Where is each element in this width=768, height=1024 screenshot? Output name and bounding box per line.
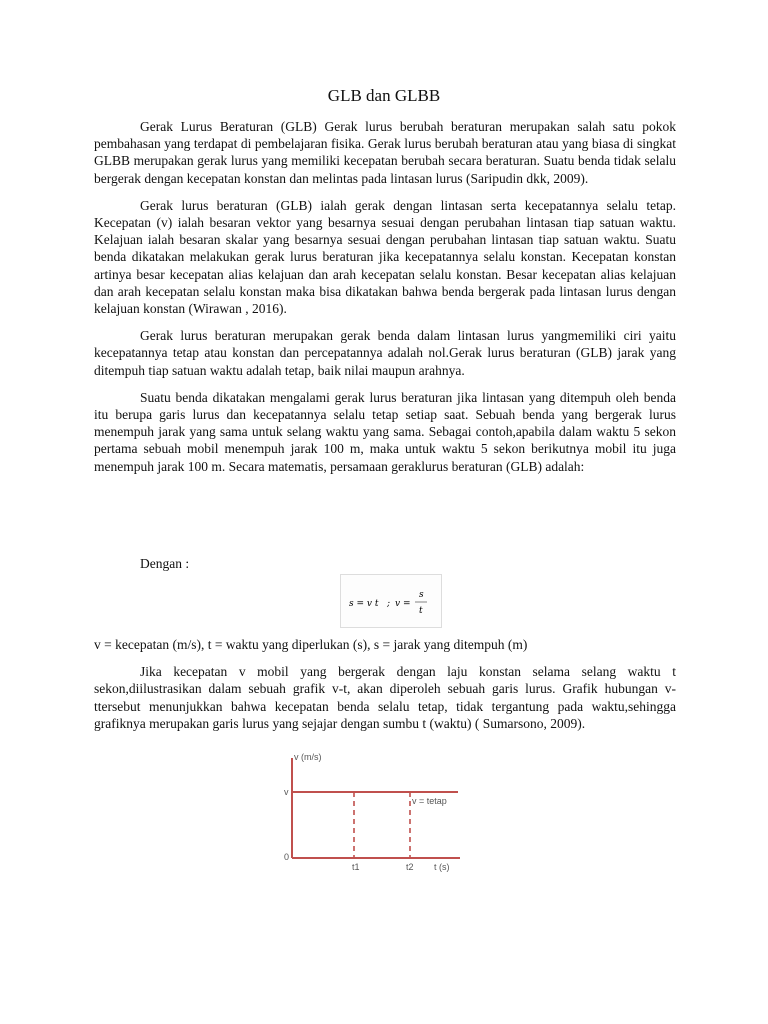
body-text-lower: [94, 636, 676, 742]
paragraph-5: Jika kecepatan v mobil yang bergerak dengan laju konstan selama selang waktu t sekon,diilustrasikan dalam sebuah grafik v-t, akan diperoleh sebuah garis lurus. Grafik hubungan v-ttersebut menunjukkan bahwa kecepatan benda selalu tetap, tidak tergantung pada waktu,sehingga grafiknya merupakan garis lurus yang sejajar dengan sumbu t (waktu) ( Sumarsono, 2009).: [94, 664, 676, 731]
formula-section: [94, 556, 676, 630]
variables-line: v = kecepatan (m/s), t = waktu yang diperlukan (s), s = jarak yang ditempuh (m): [94, 637, 528, 652]
formula-numerator: s: [419, 590, 424, 600]
paragraph-2: Gerak lurus beraturan (GLB) ialah gerak dengan lintasan serta kecepatannya selalu tetap. Kecepatan (v) ialah besaran vektor yang besarnya sesuai dengan perubahan lintasan tiap satuan waktu. Kelajuan ialah besaran skalar yang besarnya sesuai dengan perubahan lintasan tiap satuan waktu. Suatu benda dikatakan melakukan gerak lurus beraturan jika kecepatannya selalu konstan. Kecepatan konstan artinya besar kecepatan alias kelajuan dan arah kecepatan selalu konstan. Besar kecepatan alias kelajuan dan arah kecepatan selalu konstan maka bisa dikatakan bahwa benda bergerak pada lintasan lurus dengan kelajuan konstan (Wirawan , 2016).: [94, 197, 676, 317]
velocity-time-graph: [248, 748, 468, 876]
v-label: v: [284, 787, 289, 797]
line-label: v = tetap: [412, 796, 447, 806]
y-axis-label: v (m/s): [294, 752, 322, 762]
x-axis-label: t (s): [434, 862, 450, 872]
formula-image: [340, 574, 442, 628]
formula-denominator: t: [419, 606, 423, 616]
paragraph-3: Gerak lurus beraturan merupakan gerak benda dalam lintasan lurus yangmemiliki ciri yaitu kecepatannya tetap atau konstan dan percepatannya adalah nol.Gerak lurus beraturan (GLB) jarak yang ditempuh tiap satuan waktu adalah tetap, baik nilai maupun arahnya.: [94, 328, 676, 378]
origin-label: 0: [284, 852, 290, 862]
t1-label: t1: [352, 862, 360, 872]
formula-s-eq: s = v t: [349, 599, 379, 609]
body-text: [94, 118, 676, 485]
formula-v-eq: v =: [395, 599, 411, 609]
paragraph-4: Suatu benda dikatakan mengalami gerak lurus beraturan jika lintasan yang ditempuh oleh benda itu berupa garis lurus dan kecepatannya selalu tetap setiap saat. Sebuah benda yang bergerak lurus menempuh jarak yang sama untuk selang waktu yang sama. Sebagai contoh,apabila dalam waktu 5 sekon pertama sebuah mobil menempuh jarak 100 m, maka untuk waktu 5 sekon berikutnya mobil itu juga menempuh jarak 100 m. Secara matematis, persamaan geraklurus beraturan (GLB) adalah:: [94, 389, 676, 474]
graph-svg: [248, 748, 468, 876]
paragraph-1: Gerak Lurus Beraturan (GLB) Gerak lurus berubah beraturan merupakan salah satu pokok pembahasan yang terdapat di pembelajaran fisika. Gerak lurus berubah beraturan atau yang biasa di singkat GLBB merupakan gerak lurus yang memiliki kecepatan berubah secara beraturan. Suatu benda tidak selalu bergerak dengan kecepatan konstan dan melintas pada lintasan lurus (Saripudin dkk, 2009).: [94, 119, 676, 186]
dengan-label: Dengan :: [140, 556, 190, 571]
document-title: GLB dan GLBB: [327, 86, 441, 105]
formula-svg: [341, 575, 441, 627]
formula-separator: ;: [387, 599, 391, 609]
t2-label: t2: [406, 862, 414, 872]
